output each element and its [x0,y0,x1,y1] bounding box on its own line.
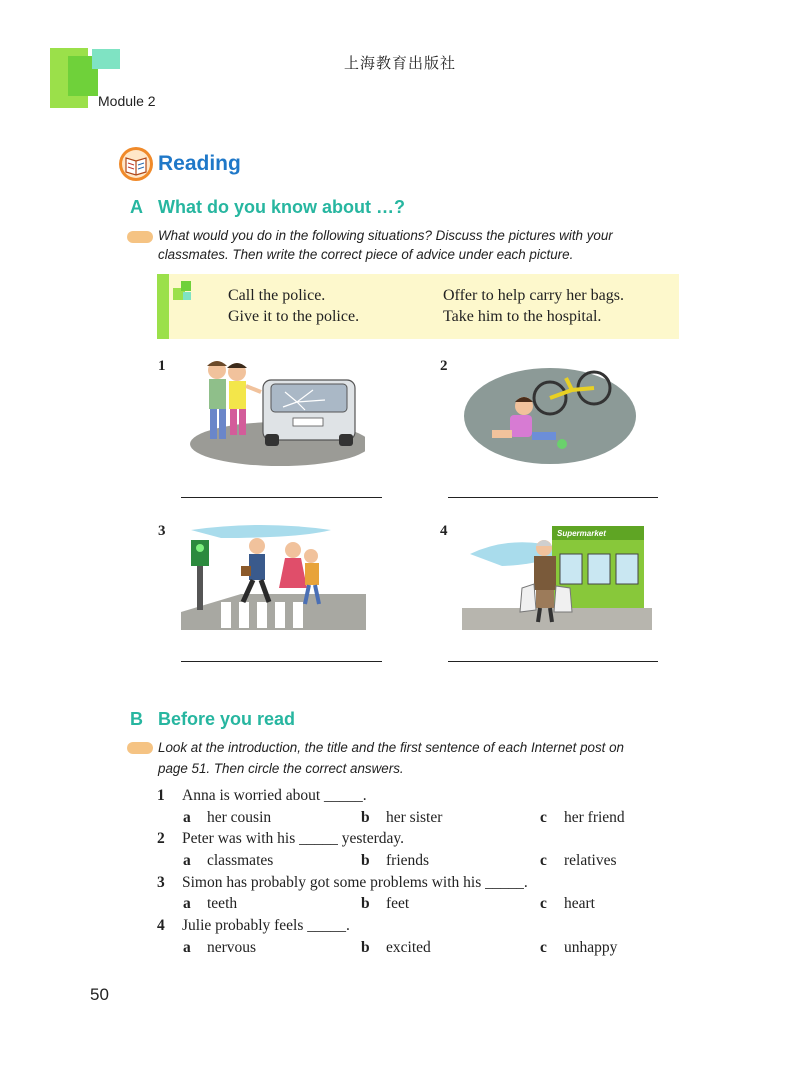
illustration-pedestrian-crossing [181,516,366,636]
option-letter: b [361,939,370,956]
section-a-instruction-2: classmates. Then write the correct piece of advice under each picture. [158,247,574,262]
advice-box-square [183,292,191,300]
option-letter: b [361,809,370,826]
advice-item: Give it to the police. [228,308,360,325]
advice-box-square [181,281,191,291]
question-text: Anna is worried about _____. [182,787,367,804]
illustration-old-woman-shopping [462,514,652,636]
picture-number: 1 [158,358,166,374]
picture-number: 4 [440,523,448,539]
answer-line[interactable] [448,497,658,498]
option-letter: c [540,939,547,956]
option-letter: a [183,895,191,912]
question-text: Simon has probably got some problems with his _____. [182,874,528,891]
question-number: 4 [157,917,165,934]
option-text[interactable]: excited [386,939,431,956]
question-number: 3 [157,874,165,891]
option-letter: a [183,852,191,869]
section-a-title: What do you know about …? [158,197,405,217]
answer-line[interactable] [181,661,382,662]
section-a-instruction-1: What would you do in the following situations? Discuss the pictures with your [158,228,613,243]
picture-number: 3 [158,523,166,539]
question-text: Peter was with his _____ yesterday. [182,830,404,847]
option-letter: c [540,852,547,869]
option-text[interactable]: friends [386,852,430,869]
question-number: 2 [157,830,165,847]
option-text[interactable]: her friend [564,809,625,826]
option-text[interactable]: nervous [207,939,257,956]
option-text[interactable]: teeth [207,895,238,912]
section-b-instruction-2: page 51. Then circle the correct answers. [158,761,404,776]
illustration-broken-car-window [185,352,365,470]
publisher-name: 上海教育出版社 [343,55,456,72]
option-letter: b [361,852,370,869]
advice-box [157,274,679,339]
instruction-marker [127,742,153,754]
section-a-letter: A [130,197,143,217]
option-text[interactable]: her sister [386,809,443,826]
section-b-instruction-1: Look at the introduction, the title and the first sentence of each Internet post on [158,740,624,755]
picture-number: 2 [440,358,448,374]
option-text[interactable]: classmates [207,852,274,869]
question-text: Julie probably feels _____. [182,917,350,934]
page-number: 50 [90,985,109,1004]
option-letter: c [540,895,547,912]
option-text[interactable]: unhappy [564,939,618,956]
reading-title: Reading [158,152,241,175]
supermarket-sign: Supermarket [557,529,606,538]
module-label: Module 2 [98,93,156,109]
instruction-marker [127,231,153,243]
book-icon [118,146,154,182]
option-letter: a [183,809,191,826]
question-number: 1 [157,787,165,804]
section-b-title: Before you read [158,709,296,729]
option-text[interactable]: feet [386,895,410,912]
answer-line[interactable] [181,497,382,498]
section-b-letter: B [130,709,143,729]
advice-item: Take him to the hospital. [443,308,602,325]
option-letter: c [540,809,547,826]
advice-item: Call the police. [228,287,326,304]
option-letter: a [183,939,191,956]
answer-line[interactable] [448,661,658,662]
advice-item: Offer to help carry her bags. [443,287,624,304]
advice-box-strip [157,274,169,339]
option-letter: b [361,895,370,912]
illustration-cycling-accident [462,360,642,468]
option-text[interactable]: heart [564,895,595,912]
option-text[interactable]: her cousin [207,809,272,826]
option-text[interactable]: relatives [564,852,617,869]
